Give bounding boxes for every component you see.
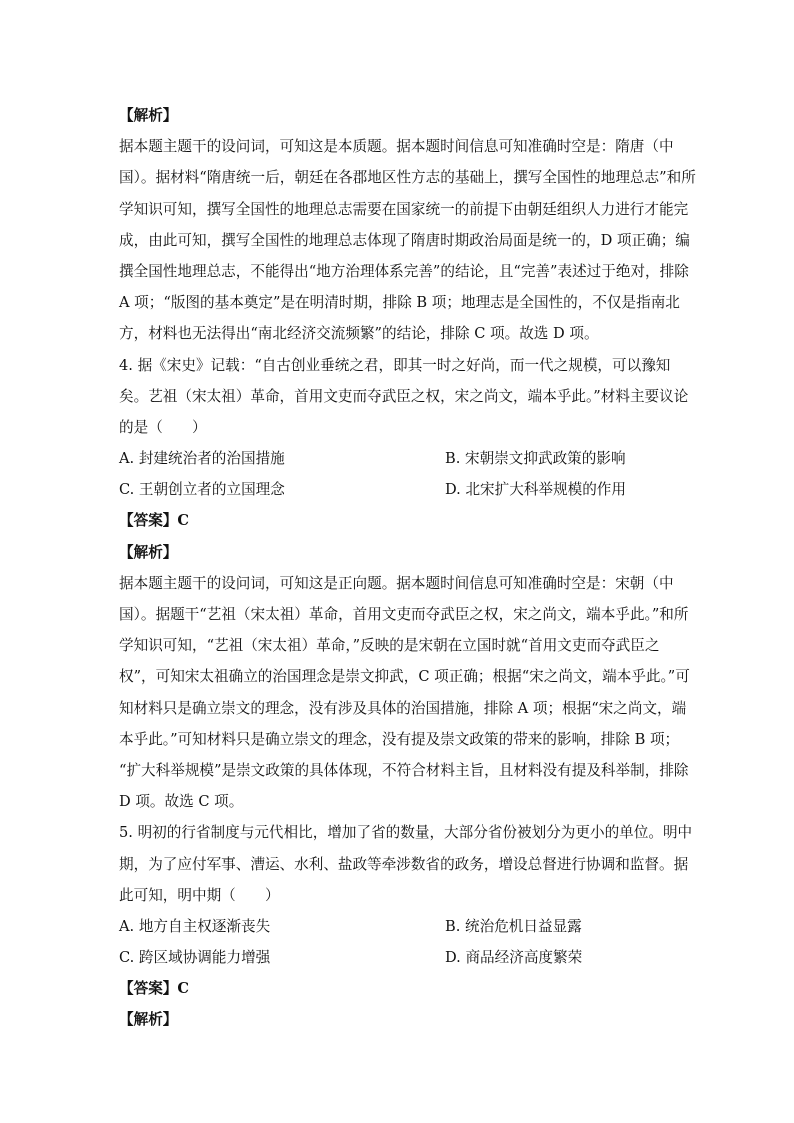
answer-option: A. 封建统治者的治国措施	[119, 450, 285, 468]
section-heading: 【解析】	[119, 107, 178, 124]
text-line: 学知识可知，撰写全国性的地理总志需要在国家统一的前提下由朝廷组织人力进行才能完	[119, 200, 689, 218]
text-line: 4. 据《宋史》记载：“自古创业垂统之君，即其一时之好尚，而一代之规模，可以豫知	[119, 356, 671, 374]
option-row	[119, 474, 679, 505]
answer-option: D. 北宋扩大科举规模的作用	[445, 481, 626, 499]
document-page	[119, 100, 696, 1036]
text-line: 期，为了应付军事、漕运、水利、盐政等牵涉数省的政务，增设总督进行协调和监督。据	[119, 855, 689, 873]
answer-option: A. 地方自主权逐渐丧失	[119, 917, 271, 935]
text-line: 成，由此可知，撰写全国性的地理总志体现了隋唐时期政治局面是统一的，D 项正确；编	[119, 231, 690, 249]
text-line: 权”，可知宋太祖确立的治国理念是崇文抑武，C 项正确；根据“宋之尚文，端本乎此。”可	[119, 668, 690, 686]
text-line: A 项；“版图的基本奠定”是在明清时期，排除 B 项；地理志是全国性的，不仅是指南北	[119, 294, 680, 312]
text-line: 方，材料也无法得出“南北经济交流频繁”的结论，排除 C 项。故选 D 项。	[119, 325, 599, 343]
option-row	[119, 942, 679, 973]
section-heading: 【答案】C	[119, 512, 189, 530]
answer-option: C. 跨区域协调能力增强	[119, 949, 271, 967]
text-line: D 项。故选 C 项。	[119, 793, 244, 811]
answer-option: B. 统治危机日益显露	[445, 917, 582, 935]
answer-option: B. 宋朝崇文抑武政策的影响	[445, 450, 626, 468]
text-line: 国）。据材料“隋唐统一后，朝廷在各郡地区性方志的基础上，撰写全国性的地理总志”和所	[119, 169, 696, 187]
section-heading: 【答案】C	[119, 980, 189, 998]
text-line: 知材料只是确立崇文的理念，没有涉及具体的治国措施，排除 A 项；根据“宋之尚文，端	[119, 699, 687, 717]
text-line: 撰全国性地理总志，不能得出“地方治理体系完善”的结论，且“完善”表述过于绝对，排除	[119, 262, 689, 280]
text-line: 学知识可知，“艺祖（宋太祖）革命，”反映的是宋朝在立国时就“首用文吏而夺武臣之	[119, 637, 660, 655]
text-line: 国）。据题干“艺祖（宋太祖）革命，首用文吏而夺武臣之权，宋之尚文，端本乎此。”和所	[119, 606, 689, 623]
section-heading: 【解析】	[119, 1011, 178, 1029]
text-line: 此可知，明中期（ ）	[119, 886, 280, 904]
option-row	[119, 911, 679, 942]
text-line: “扩大科举规模”是崇文政策的具体体现，不符合材料主旨，且材料没有提及科举制，排除	[119, 761, 689, 779]
answer-option: D. 商品经济高度繁荣	[445, 949, 583, 967]
text-line: 的是（ ）	[119, 418, 207, 436]
text-line: 5. 明初的行省制度与元代相比，增加了省的数量，大部分省份被划分为更小的单位。明中	[119, 824, 693, 842]
text-line: 矣。艺祖（宋太祖）革命，首用文吏而夺武臣之权，宋之尚文，端本乎此。”材料主要议论	[119, 387, 689, 405]
answer-option: C. 王朝创立者的立国理念	[119, 481, 285, 499]
section-heading: 【解析】	[119, 543, 178, 561]
text-line: 据本题主题干的设问词，可知这是正向题。据本题时间信息可知准确时空是：宋朝（中	[119, 574, 674, 592]
text-line: 据本题主题干的设问词，可知这是本质题。据本题时间信息可知准确时空是：隋唐（中	[119, 138, 674, 156]
text-line: 本乎此。”可知材料只是确立崇文的理念，没有提及崇文政策的带来的影响，排除 B 项；	[119, 730, 680, 748]
option-row	[119, 443, 679, 474]
